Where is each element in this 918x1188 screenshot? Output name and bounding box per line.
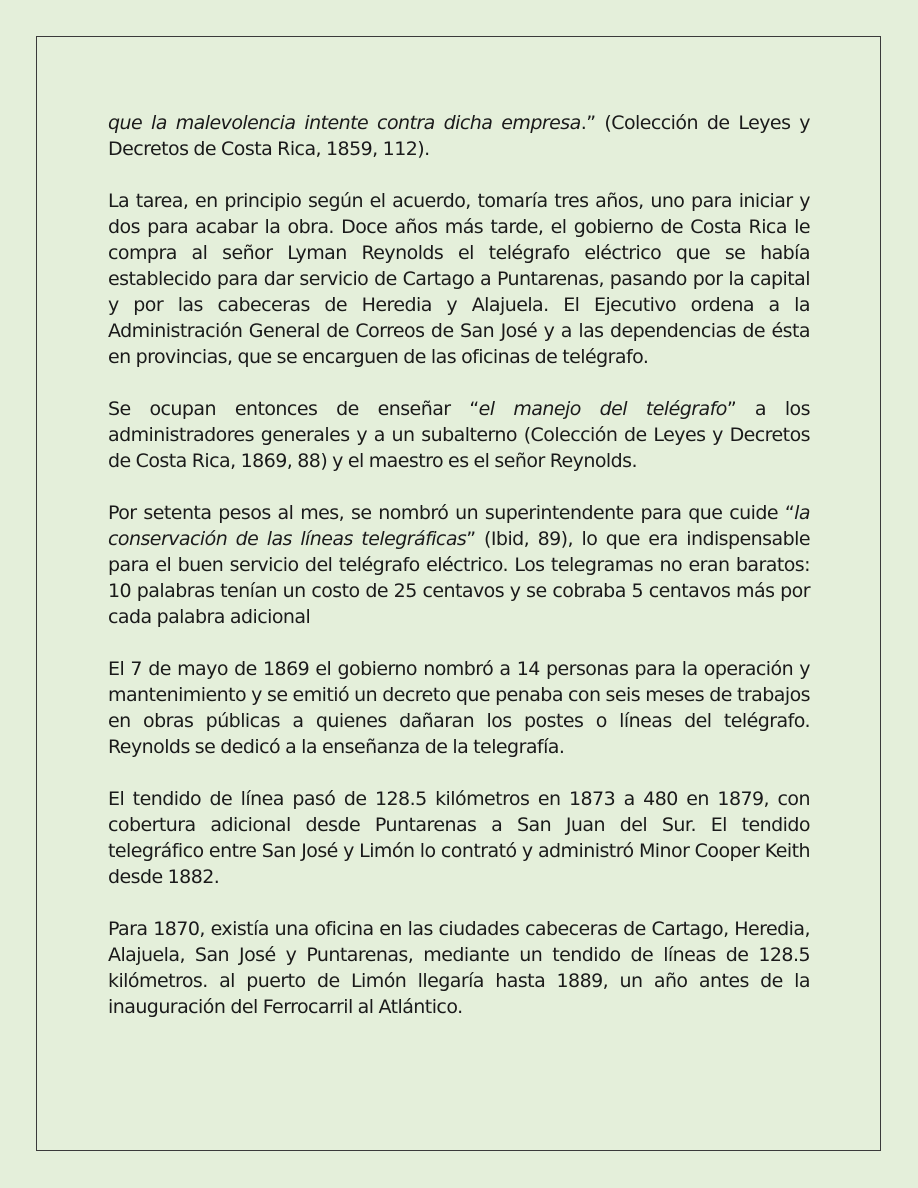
italic-quote: que la malevolencia intente contra dicha empresa [108, 112, 581, 134]
paragraph-4 [108, 500, 810, 630]
text-run: .” (Colección de Leyes y Decretos de Costa Rica, 1859, 112). [108, 112, 810, 160]
paragraph-2 [108, 188, 810, 370]
paragraph-1 [108, 110, 810, 162]
text-run: ” (Ibid, 89), lo que era indispensable para el buen servicio del telégrafo eléctrico. Los telegramas no eran baratos: 10 palabras tenían un costo de 25 centavos y se cobraba 5 centavos más por cada palabra adicional [108, 528, 810, 628]
text-run: El tendido de línea pasó de 128.5 kilómetros en 1873 a 480 en 1879, con cobertura adicional desde Puntarenas a San Juan del Sur. El tendido telegráfico entre San José y Limón lo contrató y administró Minor Cooper Keith desde 1882. [108, 788, 810, 888]
paragraph-3 [108, 396, 810, 474]
text-run: Por setenta pesos al mes, se nombró un superintendente para que cuide “ [108, 502, 795, 524]
text-run: La tarea, en principio según el acuerdo, tomaría tres años, uno para iniciar y dos para acabar la obra. Doce años más tarde, el gobierno de Costa Rica le compra al señor Lyman Reynolds el telégrafo eléctrico que se había establecido para dar servicio de Cartago a Puntarenas, pasando por la capital y por las cabeceras de Heredia y Alajuela. El Ejecutivo ordena a la Administración General de Correos de San José y a las dependencias de ésta en provincias, que se encarguen de las oficinas de telégrafo. [108, 190, 810, 368]
text-run: Se ocupan entonces de enseñar “ [108, 398, 479, 420]
text-run: Para 1870, existía una oficina en las ciudades cabeceras de Cartago, Heredia, Alajuela, San José y Puntarenas, mediante un tendido de líneas de 128.5 kilómetros. al puerto de Limón llegaría hasta 1889, un año antes de la inauguración del Ferrocarril al Atlántico. [108, 918, 810, 1018]
text-run: ” a los administradores generales y a un subalterno (Colección de Leyes y Decretos de Costa Rica, 1869, 88) y el maestro es el señor Reynolds. [108, 398, 810, 472]
paragraph-5 [108, 656, 810, 760]
text-run: El 7 de mayo de 1869 el gobierno nombró a 14 personas para la operación y mantenimiento y se emitió un decreto que penaba con seis meses de trabajos en obras públicas a quienes dañaran los postes o líneas del telégrafo. Reynolds se dedicó a la enseñanza de la telegrafía. [108, 658, 810, 758]
paragraph-7 [108, 916, 810, 1020]
italic-quote: el manejo del telégrafo [478, 398, 727, 420]
italic-quote: la conservación de las líneas telegráficas [108, 502, 810, 550]
paragraph-6 [108, 786, 810, 890]
document-body [108, 110, 810, 1046]
